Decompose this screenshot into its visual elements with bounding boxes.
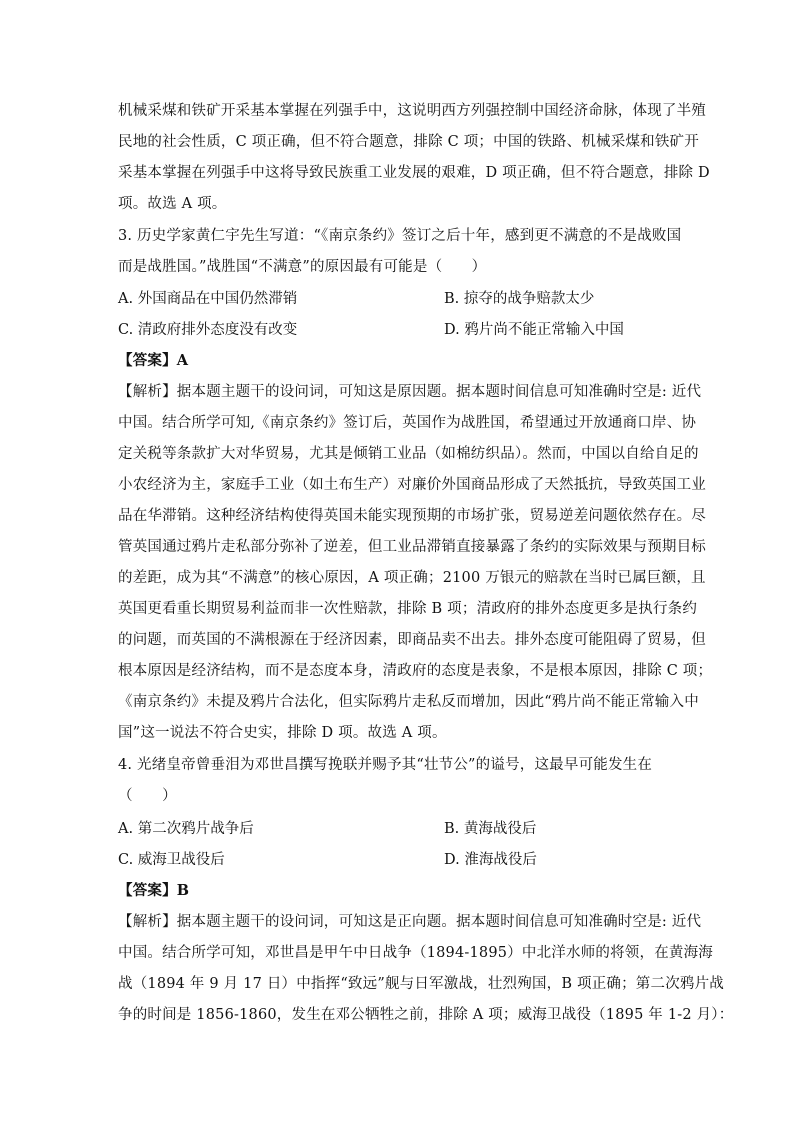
- q3-analysis-line: 根本原因是经济结构，而不是态度本身，清政府的态度是表象，不是根本原因，排除 C 项；: [118, 663, 713, 679]
- q3-analysis-line: 英国更看重长期贸易利益而非一次性赔款，排除 B 项；清政府的排外态度更多是执行条约: [118, 601, 698, 617]
- q3-analysis-line: 国”这一说法不符合史实，排除 D 项。故选 A 项。: [118, 725, 447, 741]
- q3-analysis-line: 品在华滞销。这种经济结构使得英国未能实现预期的市场扩张，贸易逆差问题依然存在。尽: [118, 508, 706, 524]
- question-3-stem: 而是战胜国。”战胜国“不满意”的原因最有可能是（ ）: [118, 259, 487, 275]
- q3-analysis-line: 中国。结合所学可知,《南京条约》签订后，英国作为战胜国，希望通过开放通商口岸、协: [118, 415, 697, 431]
- carryover-line: 民地的社会性质，C 项正确，但不符合题意，排除 C 项；中国的铁路、机械采煤和铁矿开: [118, 134, 699, 150]
- q3-answer: 【答案】A: [118, 352, 189, 369]
- carryover-line: 采基本掌握在列强手中这将导致民族重工业发展的艰难，D 项正确，但不符合题意，排除 D: [118, 165, 710, 181]
- q4-answer: 【答案】B: [118, 882, 190, 899]
- q3-analysis-line: 《南京条约》未提及鸦片合法化，但实际鸦片走私反而增加，因此“鸦片尚不能正常输入中: [118, 694, 699, 710]
- question-4-stem: 4. 光绪皇帝曾垂泪为邓世昌撰写挽联并赐予其“壮节公”的谥号，这最早可能发生在: [118, 757, 653, 773]
- q3-option-c: C. 清政府排外态度没有改变: [118, 322, 298, 338]
- question-3-stem: 3. 历史学家黄仁宇先生写道：“《南京条约》签订之后十年，感到更不满意的不是战败国: [118, 228, 682, 244]
- q4-analysis-line: 【解析】据本题主题干的设问词，可知这是正向题。据本题时间信息可知准确时空是: 近代: [118, 914, 702, 930]
- q4-analysis-line: 争的时间是 1856-1860，发生在邓公牺牲之前，排除 A 项；威海卫战役（1895 年 1-2 月）：: [118, 1007, 734, 1023]
- q3-analysis-line: 【解析】据本题主题干的设问词，可知这是原因题。据本题时间信息可知准确时空是: 近代: [118, 384, 702, 400]
- q3-analysis-line: 小农经济为主，家庭手工业（如土布生产）对廉价外国商品形成了天然抵抗，导致英国工业: [118, 477, 706, 493]
- q3-option-b: B. 掠夺的战争赔款太少: [444, 291, 595, 307]
- q3-analysis-line: 定关税等条款扩大对华贸易，尤其是倾销工业品（如棉纺织品）。然而，中国以自给自足的: [118, 446, 699, 462]
- q3-option-d: D. 鸦片尚不能正常输入中国: [444, 322, 624, 338]
- q3-analysis-line: 的差距，成为其“不满意”的核心原因，A 项正确；2100 万银元的赔款在当时已属巨额，且: [118, 570, 706, 586]
- q4-option-c: C. 威海卫战役后: [118, 852, 225, 868]
- q4-analysis-line: 中国。结合所学可知，邓世昌是甲午中日战争（1894-1895）中北洋水师的将领，在黄海海: [118, 945, 713, 961]
- carryover-line: 机械采煤和铁矿开采基本掌握在列强手中，这说明西方列强控制中国经济命脉，体现了半殖: [118, 103, 706, 119]
- carryover-line: 项。故选 A 项。: [118, 196, 227, 212]
- q3-analysis-line: 管英国通过鸦片走私部分弥补了逆差，但工业品滞销直接暴露了条约的实际效果与预期目标: [118, 539, 706, 555]
- q4-option-d: D. 淮海战役后: [444, 852, 537, 868]
- q4-option-a: A. 第二次鸦片战争后: [118, 821, 254, 837]
- question-4-stem: （ ）: [118, 788, 177, 804]
- q3-option-a: A. 外国商品在中国仍然滞销: [118, 291, 298, 307]
- q4-option-b: B. 黄海战役后: [444, 821, 537, 837]
- q3-analysis-line: 的问题，而英国的不满根源在于经济因素，即商品卖不出去。排外态度可能阻碍了贸易，但: [118, 632, 706, 648]
- q4-analysis-line: 战（1894 年 9 月 17 日）中指挥“致远”舰与日军激战，壮烈殉国，B 项正确；第二次鸦片战: [118, 976, 725, 992]
